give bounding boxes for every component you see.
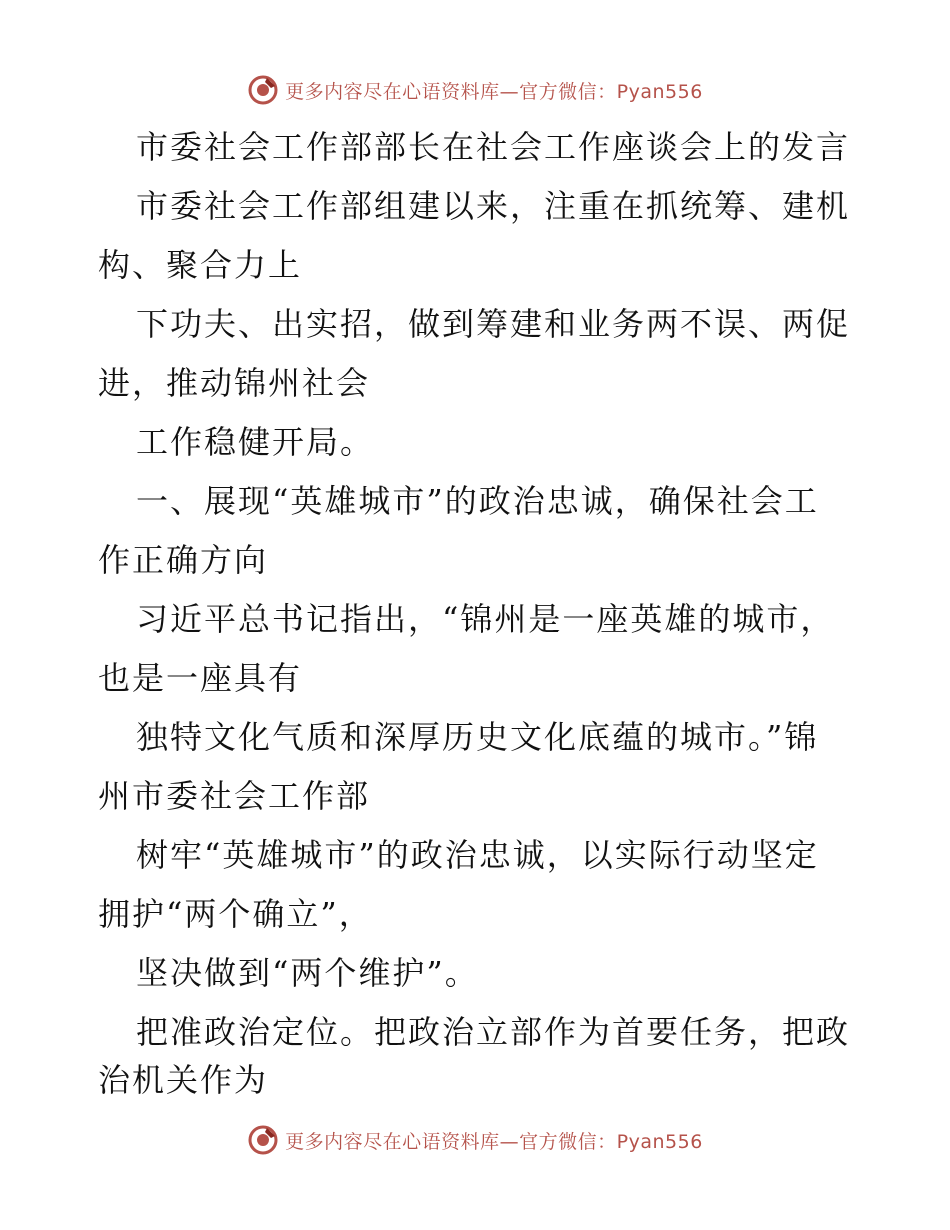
watermark-text: 更多内容尽在心语资料库—官方微信：Pyan556: [285, 80, 703, 103]
seal-logo-icon: [247, 74, 279, 106]
section-heading: 一、展现“英雄城市”的政治忠诚，确保社会工: [136, 482, 819, 520]
paragraph-line: 也是一座具有: [98, 659, 303, 697]
paragraph-line: 下功夫、出实招，做到筹建和业务两不误、两促: [136, 305, 851, 343]
footer-watermark: [0, 1120, 950, 1160]
paragraph-line: 坚决做到“两个维护”。: [136, 954, 479, 992]
watermark-text: 更多内容尽在心语资料库—官方微信：Pyan556: [285, 1130, 703, 1153]
paragraph-line: 拥护“两个确立”，: [98, 895, 373, 933]
paragraph-line: 市委社会工作部组建以来，注重在抓统筹、建机: [136, 187, 851, 225]
header-watermark: [0, 70, 950, 110]
paragraph-line: 治机关作为: [98, 1061, 269, 1099]
document-title: 市委社会工作部部长在社会工作座谈会上的发言: [136, 128, 851, 166]
paragraph-line: 把准政治定位。把政治立部作为首要任务，把政: [136, 1013, 851, 1051]
paragraph-line: 进，推动锦州社会: [98, 364, 371, 402]
paragraph-line: 树牢“英雄城市”的政治忠诚，以实际行动坚定: [136, 836, 819, 874]
paragraph-line: 构、聚合力上: [98, 246, 303, 284]
seal-logo-icon: [247, 1124, 279, 1156]
paragraph-line: 工作稳健开局。: [136, 423, 375, 461]
paragraph-line: 习近平总书记指出，“锦州是一座英雄的城市，: [136, 600, 835, 638]
paragraph-line: 独特文化气质和深厚历史文化底蕴的城市。”锦: [136, 718, 819, 756]
paragraph-line: 州市委社会工作部: [98, 777, 371, 815]
section-heading-continued: 作正确方向: [98, 541, 269, 579]
